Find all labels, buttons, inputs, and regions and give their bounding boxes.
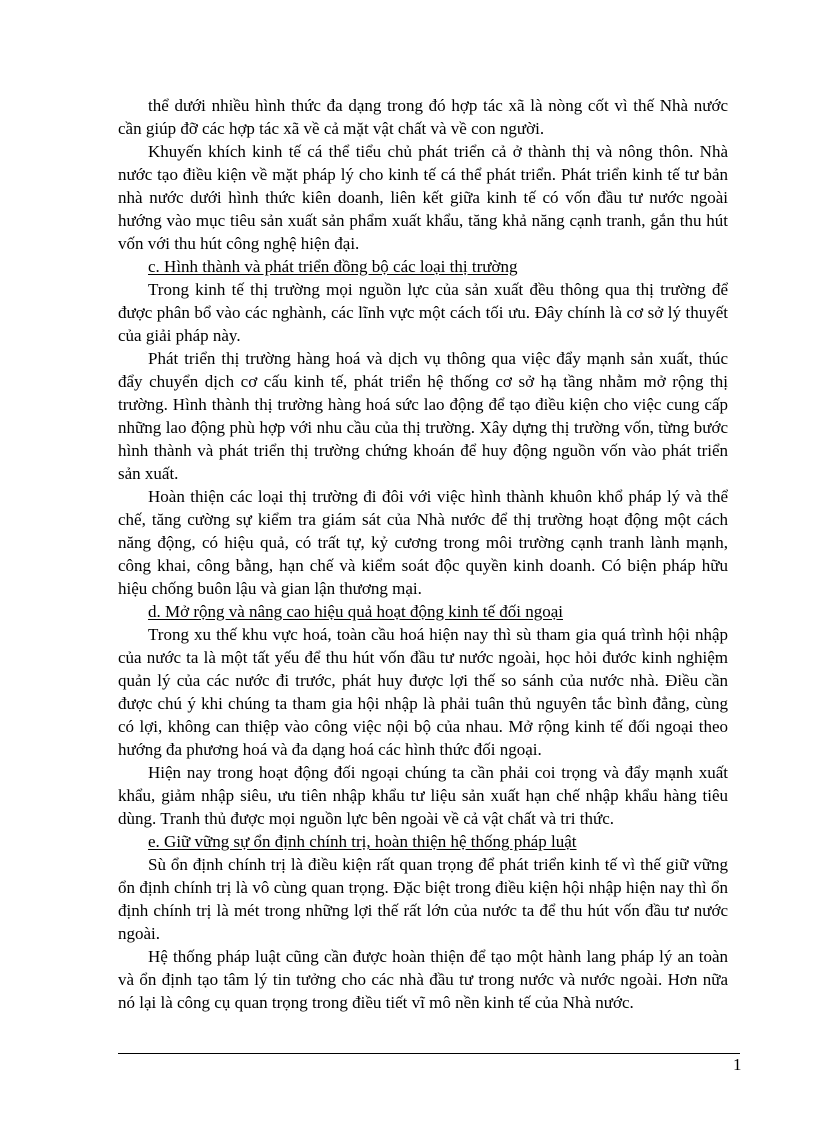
section-heading-text: c. Hình thành và phát triển đồng bộ các loại thị trường <box>148 257 518 276</box>
paragraph: Trong xu thế khu vực hoá, toàn cầu hoá hiện nay thì sù tham gia quá trình hội nhập của nước ta là một tất yếu để thu hút vốn đầu tư nước ngoài, học hỏi đước kinh nghiệm quản lý của các nước đi trước, phát huy được lợi thế so sánh của nước nhà. Điều cần được chú ý khi chúng ta tham gia hội nhập là phải tuân thủ nguyên tắc bình đẳng, cùng có lợi, không can thiệp vào công việc nội bộ của nhau. Mở rộng kinh tế đối ngoại theo hướng đa phương hoá và đa dạng hoá các hình thức đối ngoại. <box>118 625 728 759</box>
paragraph: Trong kinh tế thị trường mọi nguồn lực của sản xuất đều thông qua thị trường để được phân bổ vào các nghành, các lĩnh vực một cách tối ưu. Đây chính là cơ sở lý thuyết của giải pháp này. <box>118 280 728 345</box>
section-heading-e <box>118 830 728 853</box>
paragraph: thể dưới nhiều hình thức đa dạng trong đó hợp tác xã là nòng cốt vì thế Nhà nước cần giúp đỡ các hợp tác xã về cả mặt vật chất và về con người. <box>118 96 728 138</box>
section-heading-d <box>118 600 728 623</box>
paragraph: Sù ổn định chính trị là điều kiện rất quan trọng để phát triển kinh tế vì thế giữ vững ổn định chính trị là vô cùng quan trọng. Đặc biệt trong điều kiện hội nhập hiện nay thì ổn định chính trị là mét trong những lợi thế rất lớn của nước ta để thu hút vốn đầu tư nước ngoài. <box>118 855 728 943</box>
section-heading-text: e. Giữ vững sự ổn định chính trị, hoàn thiện hệ thống pháp luật <box>148 832 577 851</box>
paragraph: Khuyến khích kinh tế cá thể tiểu chủ phát triển cả ở thành thị và nông thôn. Nhà nước tạo điều kiện về mặt pháp lý cho kinh tế cá thể phát triển. Phát triển kinh tế tư bản nhà nước dưới hình thức kiên doanh, liên kết giữa kinh tế có vốn đầu tư nước ngoài hướng vào mục tiêu sản xuất sản phẩm xuất khẩu, tăng khả năng cạnh tranh, gắn thu hút vốn với thu hút công nghệ hiện đại. <box>118 142 728 253</box>
section-heading-text: d. Mở rộng và nâng cao hiệu quả hoạt động kinh tế đối ngoại <box>148 602 564 621</box>
document-body <box>118 94 728 1014</box>
paragraph: Hệ thống pháp luật cũng cần được hoàn thiện để tạo một hành lang pháp lý an toàn và ổn định tạo tâm lý tin tưởng cho các nhà đầu tư trong nước và nước ngoài. Hơn nữa nó lại là công cụ quan trọng trong điều tiết vĩ mô nền kinh tế của Nhà nước. <box>118 947 728 1012</box>
page-number: 1 <box>733 1055 742 1074</box>
paragraph: Hiện nay trong hoạt động đối ngoại chúng ta cần phải coi trọng và đẩy mạnh xuất khẩu, giảm nhập siêu, ưu tiên nhập khẩu tư liệu sản xuất hạn chế nhập khẩu hàng tiêu dùng. Tranh thủ được mọi nguồn lực bên ngoài về cả vật chất và tri thức. <box>118 763 728 828</box>
paragraph: Phát triển thị trường hàng hoá và dịch vụ thông qua việc đẩy mạnh sản xuất, thúc đẩy chuyển dịch cơ cấu kinh tế, phát triển hệ thống cơ sở hạ tầng nhằm mở rộng thị trường. Hình thành thị trường hàng hoá sức lao động để tạo điều kiện cho việc cung cấp những lao động phù hợp với nhu cầu của thị trường. Xây dựng thị trường vốn, từng bước hình thành và phát triển thị trường chứng khoán để huy động nguồn vốn vào phát triển sản xuất. <box>118 349 728 483</box>
footer-divider <box>118 1053 740 1054</box>
section-heading-c <box>118 255 728 278</box>
paragraph: Hoàn thiện các loại thị trường đi đôi với việc hình thành khuôn khổ pháp lý và thể chế, tăng cường sự kiểm tra giám sát của Nhà nước để thị trường hoạt động một cách năng động, có hiệu quả, có trất tự, kỷ cương trong môi trường cạnh tranh lành mạnh, công khai, công bằng, hạn chế và kiểm soát độc quyền kinh doanh. Có biện pháp hữu hiệu chống buôn lậu và gian lận thương mại. <box>118 487 728 598</box>
